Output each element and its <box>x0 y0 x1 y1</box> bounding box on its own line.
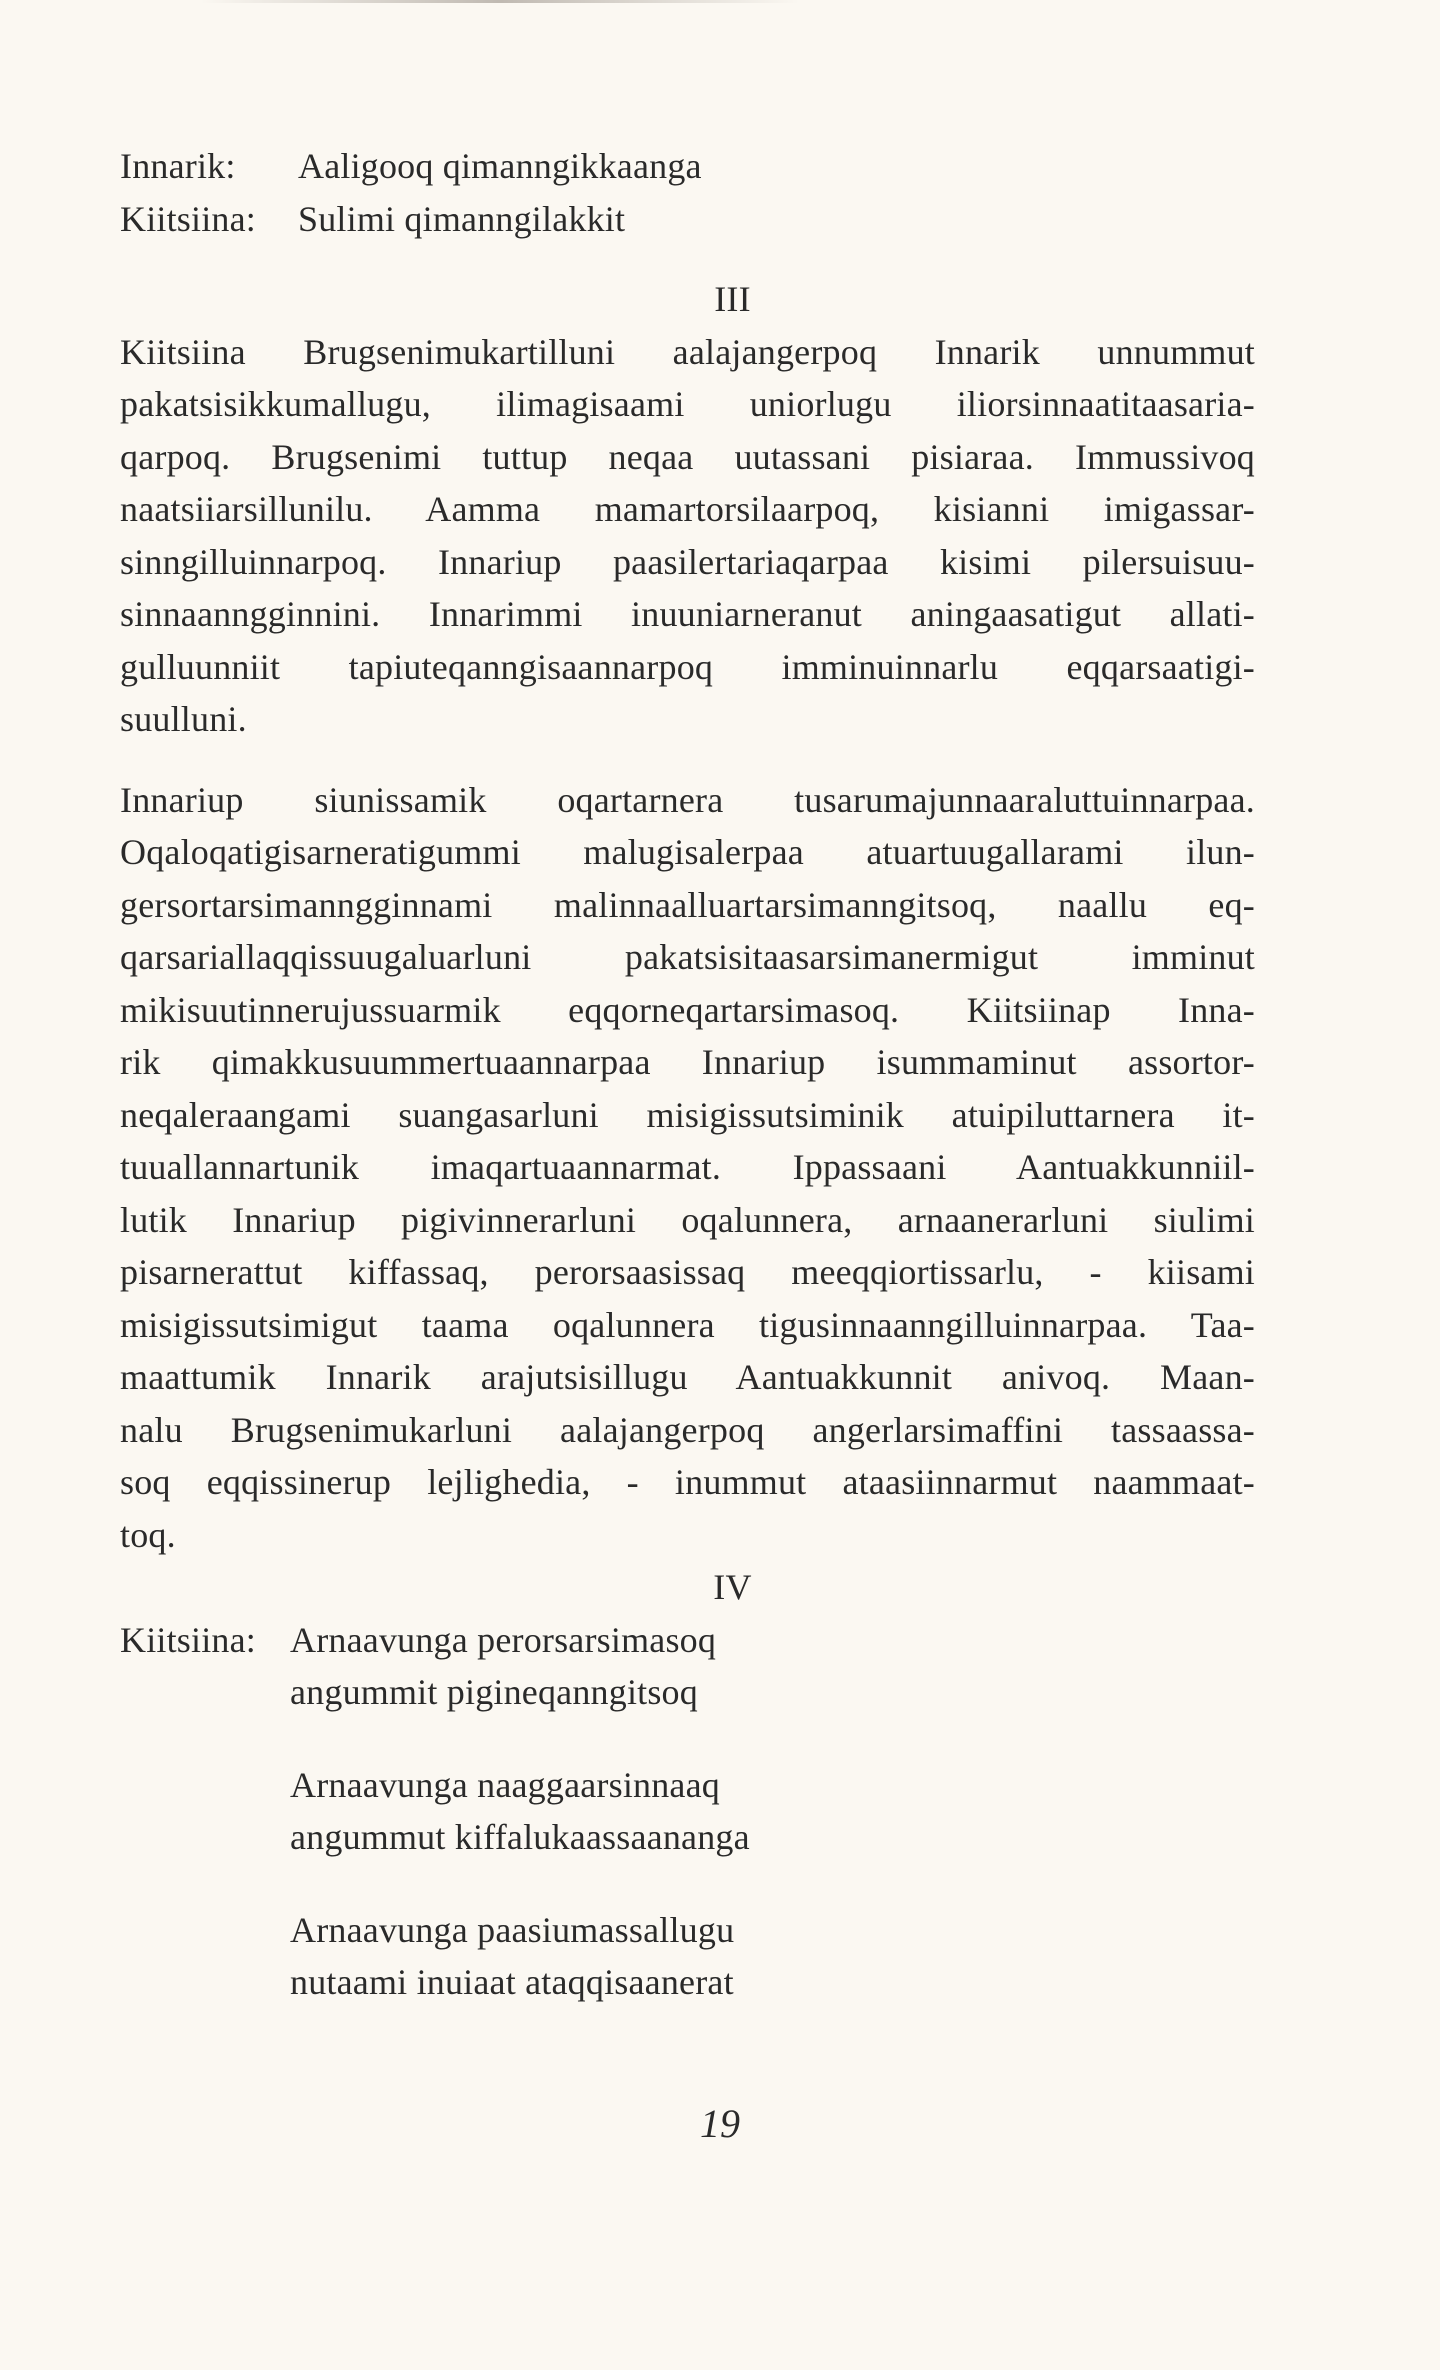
text-line: toq. <box>120 1514 176 1555</box>
text-line: Oqaloqatigisarneratigummi malugisalerpaa atuartuugallarami ilun- <box>120 832 1255 872</box>
paragraph-1 <box>120 326 1255 746</box>
verse-line: nutaami inuiaat ataqqisaanerat <box>290 1962 734 2002</box>
header-dialogue <box>120 140 1255 245</box>
dialogue-line <box>120 193 1255 246</box>
paragraph-2 <box>120 774 1255 1562</box>
text-line: suulluni. <box>120 699 247 739</box>
page-content <box>120 140 1255 2009</box>
poem <box>120 1614 1255 2009</box>
verse-line: Arnaavunga paasiumassallugu <box>290 1909 735 1950</box>
text-line: tuuallannartunik imaqartuaannarmat. Ippassaani Aantuakkunniil- <box>120 1147 1255 1187</box>
text-line: qarsariallaqqissuugaluarluni pakatsisitaasarsimanermigut imminut <box>120 937 1255 977</box>
text-line: sinnaanngginnini. Innarimmi inuuniarneranut aningaasatigut allati- <box>120 594 1255 634</box>
section-heading-iv: IV <box>713 1567 752 1607</box>
speaker-name: Kiitsiina: <box>120 1619 256 1660</box>
speaker-name: Innarik: <box>120 146 236 186</box>
text-line: gulluunniit tapiuteqanngisaannarpoq imminuinnarlu eqqarsaatigi- <box>120 646 1255 687</box>
text-line: nalu Brugsenimukarluni aalajangerpoq angerlarsimaffini tassaassa- <box>120 1409 1255 1450</box>
text-line: pisarnerattut kiffassaq, perorsaasissaq meeqqiortissarlu, - kiisami <box>120 1252 1255 1292</box>
text-line: pakatsisikkumallugu, ilimagisaami uniorlugu iliorsinnaatitaasaria- <box>120 384 1255 424</box>
text-line: sinngilluinnarpoq. Innariup paasilertariaqarpaa kisimi pilersuisuu- <box>120 541 1255 582</box>
text-line: naatsiiarsillunilu. Aamma mamartorsilaarpoq, kisianni imigassar- <box>120 489 1255 529</box>
verse-line: Arnaavunga naaggaarsinnaaq <box>290 1764 720 1805</box>
text-line: Innariup siunissamik oqartarnera tusarumajunnaaraluttuinnarpaa. <box>120 779 1255 820</box>
page-number: 19 <box>700 2101 740 2146</box>
text-line: maattumik Innarik arajutsisillugu Aantuakkunnit anivoq. Maan- <box>120 1357 1255 1397</box>
text-line: gersortarsimanngginnami malinnaalluartarsimanngitsoq, naallu eq- <box>120 884 1255 925</box>
text-line: neqaleraangami suangasarluni misigissutsiminik atuipiluttarnera it- <box>120 1094 1255 1135</box>
dialogue-line <box>120 140 1255 193</box>
text-line: qarpoq. Brugsenimi tuttup neqaa uutassani pisiaraa. Immussivoq <box>120 436 1255 477</box>
speaker-name: Kiitsiina: <box>120 198 256 239</box>
page-top-edge <box>200 0 800 3</box>
text-line: Kiitsiina Brugsenimukartilluni aalajangerpoq Innarik unnummut <box>120 331 1255 372</box>
text-line: rik qimakkusuummertuaannarpaa Innariup isummaminut assortor- <box>120 1042 1255 1082</box>
verse-line: angummut kiffalukaassaananga <box>290 1817 750 1857</box>
text-line: mikisuutinnerujussuarmik eqqorneqartarsimasoq. Kiitsiinap Inna- <box>120 989 1255 1030</box>
section-heading-iii: III <box>714 279 751 319</box>
text-line: lutik Innariup pigivinnerarluni oqalunnera, arnaanerarluni siulimi <box>120 1199 1255 1240</box>
dialogue-text: Aaligooq qimanngikkaanga <box>298 146 702 186</box>
text-line: soq eqqissinerup lejlighedia, - inummut ataasiinnarmut naammaat- <box>120 1462 1255 1502</box>
verse-line: angummit pigineqanngitsoq <box>290 1672 698 1712</box>
text-line: misigissutsimigut taama oqalunnera tigusinnaanngilluinnarpaa. Taa- <box>120 1304 1255 1345</box>
verse-text: Arnaavunga perorsarsimasoq <box>290 1619 717 1660</box>
verse-line <box>120 1614 1255 1667</box>
dialogue-text: Sulimi qimanngilakkit <box>298 198 626 239</box>
